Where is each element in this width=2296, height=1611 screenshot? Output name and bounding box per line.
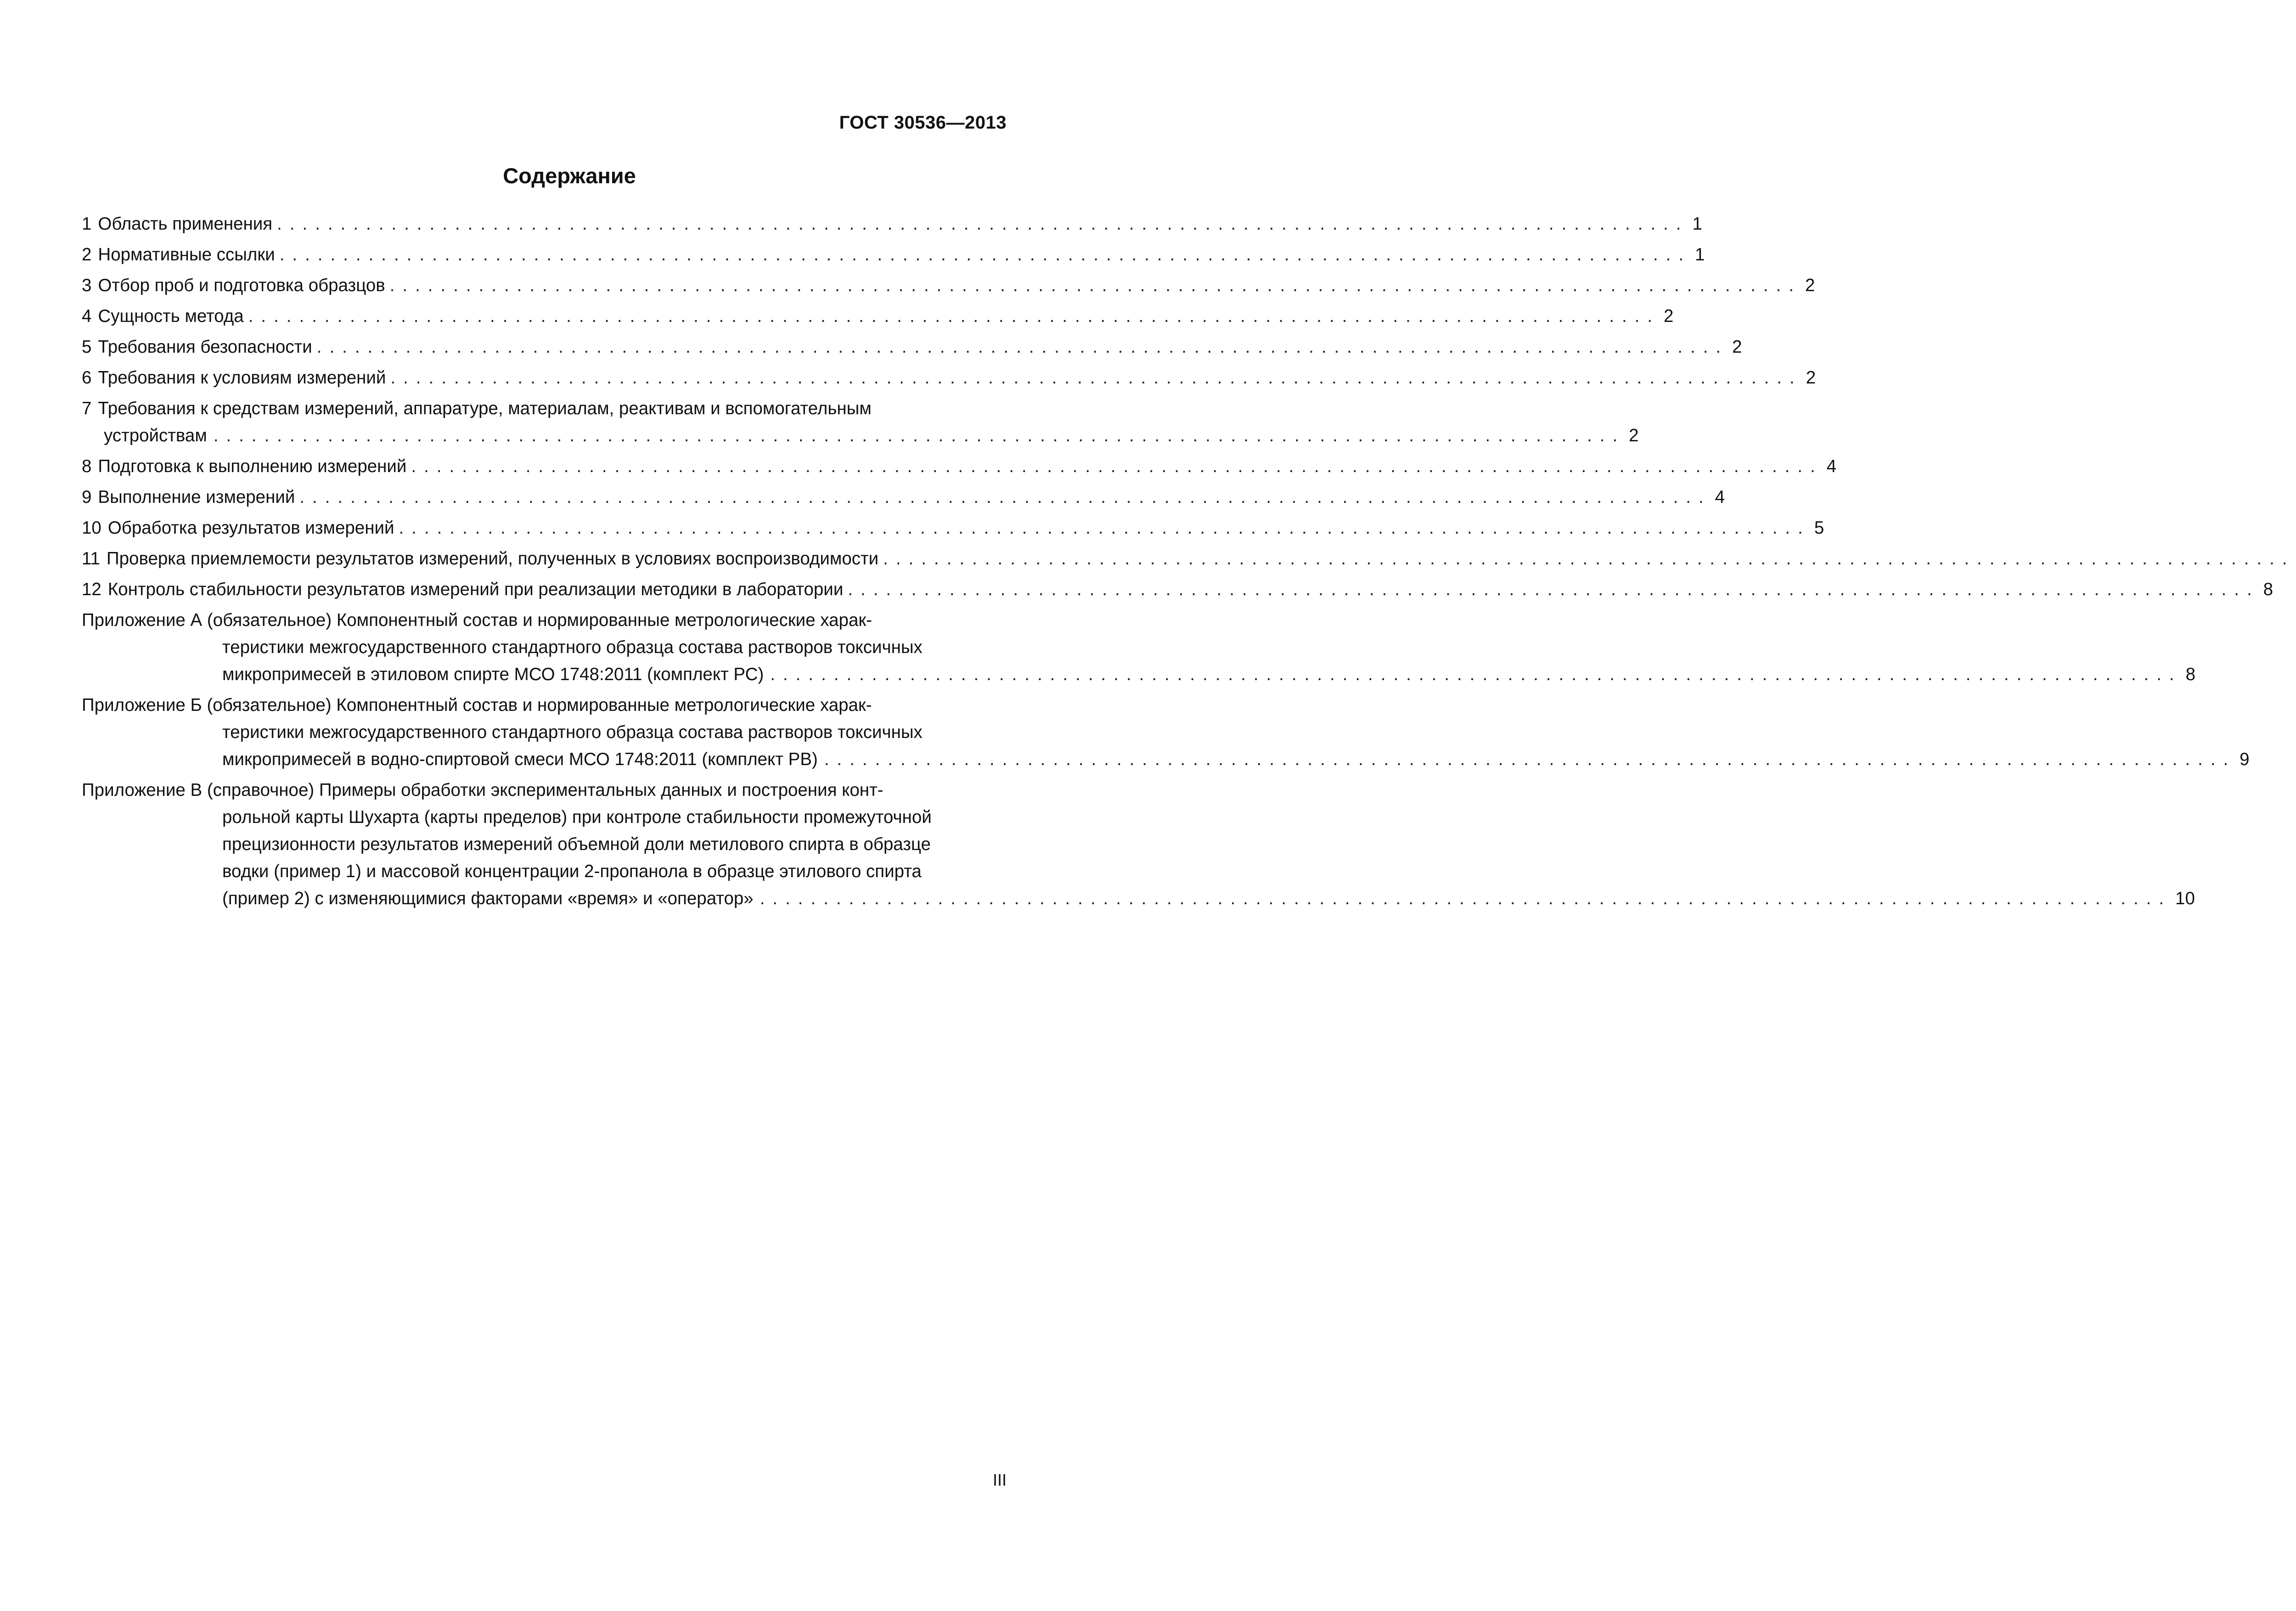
toc-entry-number: 9 [82,487,92,507]
dot-leader: ............................................................................................................... [770,665,2182,684]
toc-entry-number: 7 [82,399,92,418]
toc-entry-line: водки (пример 1) и массовой концентрации 2-пропанола в образце этилового спирта [222,862,922,881]
dot-leader: ............................................................................................................... [883,549,2295,569]
toc-entry-number: 12 [82,580,101,599]
toc-appendix-v[interactable] [82,777,2195,912]
toc-entry-page: 1 [1695,245,1705,265]
toc-entry-12[interactable] [82,576,2273,603]
toc-entry-title: Отбор проб и подготовка образцов [98,276,385,295]
toc-entry-6[interactable] [82,364,1816,391]
dot-leader: ............................................................................................................... [277,214,1689,234]
toc-entry-4[interactable] [82,303,1674,330]
toc-entry-title-continued: (пример 2) с изменяющимися факторами «время» и «оператор» [222,889,754,908]
toc-entry-3[interactable] [82,272,1815,299]
toc-entry-number: 1 [82,214,92,234]
toc-entry-7[interactable] [82,395,1639,449]
toc-entry-5[interactable] [82,333,1742,361]
toc-entry-number: 10 [82,518,101,538]
toc-entry-page: 9 [2240,749,2250,769]
toc-entry-title: Обработка результатов измерений [107,518,394,538]
toc-entry-8[interactable] [82,453,1837,480]
toc-entry-line [82,746,2250,773]
toc-entry-1[interactable] [82,210,1702,237]
toc-entry-page: 8 [2263,580,2273,599]
toc-appendix-heading: Приложение А (обязательное) Компонентный состав и нормированные метрологические харак- [82,610,872,630]
dot-leader: ............................................................................................................... [411,456,1823,476]
toc-entry-page: 5 [1814,518,1824,538]
toc-appendix-a[interactable] [82,607,2196,688]
dot-leader: ............................................................................................................... [848,580,2260,599]
toc-entry-page: 2 [1805,276,1815,295]
toc-entry-title: Область применения [98,214,273,234]
toc-entry-line [82,395,1014,422]
document-code: ГОСТ 30536—2013 [839,113,1007,133]
dot-leader: ............................................................................................................... [399,518,1811,538]
toc-entry-line: прецизионности результатов измерений объемной доли метилового спирта в образце [222,834,931,854]
page-number: III [992,1470,1007,1489]
dot-leader: ............................................................................................................... [316,337,1729,357]
toc-entry-title: Сущность метода [98,306,244,326]
toc-appendix-b[interactable] [82,692,2250,773]
dot-leader: ............................................................................................................... [390,368,1802,388]
toc-entry-page: 1 [1692,214,1702,234]
toc-entry-title-continued: устройствам [104,426,207,445]
toc-entry-number: 11 [82,549,100,569]
toc-entry-line: рольной карты Шухарта (карты пределов) при контроле стабильности промежуточной [222,807,932,827]
toc-entry-page: 4 [1715,487,1725,507]
toc-entry-title: Выполнение измерений [98,487,295,507]
toc-entry-title: Требования к средствам измерений, аппаратуре, материалам, реактивам и вспомогательным [98,399,872,418]
toc-entry-line [82,422,1639,449]
toc-entry-page: 10 [2175,889,2195,908]
dot-leader: ............................................................................................................... [389,276,1802,295]
toc-entry-number: 8 [82,456,92,476]
toc-entry-2[interactable] [82,241,1705,268]
toc-entry-title: Требования безопасности [98,337,312,357]
toc-entry-title: Проверка приемлемости результатов измерений, полученных в условиях воспроизводимости [106,549,879,569]
dot-leader: ............................................................................................................... [248,306,1660,326]
toc-appendix-heading: Приложение Б (обязательное) Компонентный состав и нормированные метрологические харак- [82,695,872,715]
page-title: Содержание [503,163,636,188]
toc-entry-page: 4 [1826,456,1837,476]
toc-entry-number: 4 [82,306,92,326]
toc-entry-title: Контроль стабильности результатов измерений при реализации методики в лаборатории [107,580,844,599]
toc-entry-page: 2 [1732,337,1742,357]
toc-entry-page: 8 [2185,665,2196,684]
toc-entry-title: Подготовка к выполнению измерений [98,456,407,476]
toc-entry-line: теристики межгосударственного стандартного образца состава растворов токсичных [222,722,923,742]
toc-entry-title-continued: микропримесей в водно-спиртовой смеси МСО 1748:2011 (комплект РВ) [222,749,818,769]
toc-appendix-heading: Приложение В (справочное) Примеры обработки экспериментальных данных и построения конт- [82,780,884,800]
toc-entry-page: 2 [1664,306,1674,326]
toc-entry-line [82,661,2196,688]
dot-leader: ............................................................................................................... [760,889,2172,908]
toc-entry-number: 3 [82,276,92,295]
dot-leader: ............................................................................................................... [279,245,1692,265]
dot-leader: ............................................................................................................... [299,487,1711,507]
toc-entry-9[interactable] [82,484,1725,511]
toc-entry-title: Требования к условиям измерений [98,368,386,388]
toc-entry-10[interactable] [82,514,1824,541]
dot-leader: ............................................................................................................... [824,749,2236,769]
toc-entry-line [82,885,2195,912]
table-of-contents [82,210,2295,916]
dot-leader: ............................................................................................................... [213,426,1626,445]
toc-entry-line: теристики межгосударственного стандартного образца состава растворов токсичных [222,637,923,657]
toc-entry-number: 2 [82,245,92,265]
toc-entry-number: 5 [82,337,92,357]
toc-entry-number: 6 [82,368,92,388]
toc-entry-11[interactable] [82,545,2295,572]
toc-entry-title: Нормативные ссылки [98,245,275,265]
toc-entry-title-continued: микропримесей в этиловом спирте МСО 1748:2011 (комплект РС) [222,665,764,684]
toc-entry-page: 2 [1806,368,1816,388]
toc-entry-page: 2 [1629,426,1639,445]
